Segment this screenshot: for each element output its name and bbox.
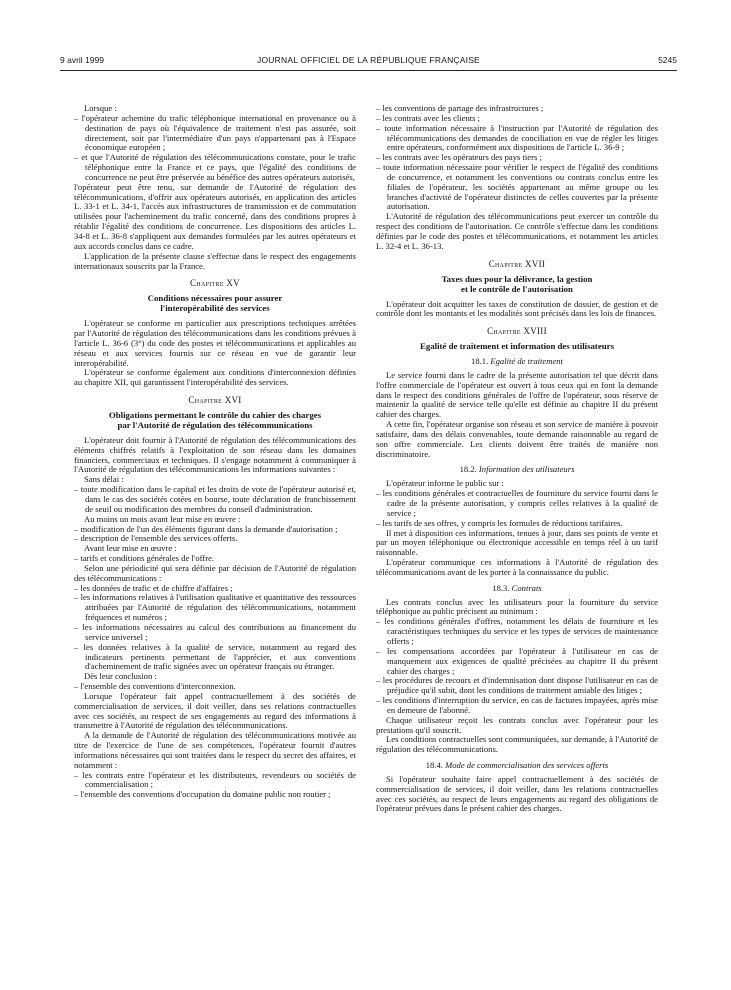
list-item: – les informations relatives à l'utilisation qualitative et quantitative des ressources attribuées par l'Autorité de régulation des télécommunications, notamment fréquences et numéros ; xyxy=(74,592,356,623)
paragraph: Lorsque l'opérateur fait appel contractuellement à des sociétés de commercialisation de services, il doit veiller, dans ses relations contractuelles avec ces sociétés, au respect de ses engagements au regard des informations à transmettre à l'Autorité de régulation des télécommunications. xyxy=(74,690,356,731)
list-item: – toute information nécessaire à l'instruction par l'Autorité de régulation des télécommunications des demandes de conciliation en vue de régler les litiges entre opérateurs, conformément aux dispositions de l'article L. 36-9 ; xyxy=(376,122,658,153)
list-item: – les tarifs de ses offres, y compris les formules de réductions tarifaires. xyxy=(376,517,623,528)
chapter-heading: Chapitre XVI xyxy=(188,395,242,406)
list-item: – l'ensemble des conventions d'occupation du domaine public non routier ; xyxy=(74,789,331,800)
paragraph: Si l'opérateur souhaite faire appel contractuellement à des sociétés de commercialisation de services, il doit veiller, dans les relations contractuelles avec ces sociétés, au respect de leurs engagements au regard des obligations de l'opérateur prévues dans le présent cahier des charges. xyxy=(376,773,658,814)
list-item: – l'opérateur achemine du trafic téléphonique international en provenance ou à destination de pays où l'équivalence de traitement n'est pas assurée, soit directement, soit par l'intermédiaire d'un pays n'appartenant pas à l'Espace économique européen ; xyxy=(74,112,356,153)
section-title: Information des utilisateurs xyxy=(478,464,575,475)
chapter-title: Egalité de traitement et information des utilisateurs xyxy=(420,341,614,352)
chapter-heading: Chapitre XVII xyxy=(488,258,546,269)
chapter-title xyxy=(376,274,658,294)
chapter-heading: Chapitre XVIII xyxy=(487,326,547,337)
chapter-title xyxy=(74,410,356,430)
section-number: 18.1. xyxy=(471,356,489,367)
chapter-title-line: Obligations permettant le contrôle du cahier des charges xyxy=(108,409,322,420)
section-heading xyxy=(376,761,658,771)
chapter-title xyxy=(74,293,356,313)
paragraph: Selon une périodicité qui sera définie par décision de l'Autorité de régulation des télécommunications : xyxy=(74,562,356,583)
paragraph: Chaque utilisateur reçoit les contrats conclus avec l'opérateur pour les prestations qu'il souscrit. xyxy=(376,714,658,735)
list-item: – toute information nécessaire pour vérifier le respect de l'égalité des conditions de concurrence, et notamment les conventions ou contrats conclus entre les filiales de l'opérateur, les sociétés appartenant au même groupe ou les branches d'activité de l'opérateur distinctes de celles couvertes par la présente autorisation. xyxy=(376,162,658,212)
paragraph: Dès leur conclusion : xyxy=(84,671,157,682)
list-item: – les données de trafic et de chiffre d'affaires ; xyxy=(74,582,233,593)
paragraph: Il met à disposition ces informations, tenues à jour, dans ses points de vente et par un moyen téléphonique ou électronique accessible en temps réel à un tarif raisonnable. xyxy=(376,527,658,558)
paragraph: L'Autorité de régulation des télécommunications peut exercer un contrôle du respect des conditions de l'autorisation. Ce contrôle s'effectue dans les conditions définies par le code des postes et télécommunications, et notamment les articles L. 32-4 et L. 36-13. xyxy=(376,211,658,251)
paragraph: L'opérateur doit acquitter les taxes de constitution de dossier, de gestion et de contrôle dont les montants et les modalités sont précisés dans les lois de finances. xyxy=(376,298,658,319)
chapter-title-line: l'interopérabilité des services xyxy=(160,303,270,314)
list-item: – les données relatives à la qualité de service, notamment au regard des indicateurs pertinents permettant de l'apprécier, et aux conventions d'acheminement de trafic signées avec un opérateur français ou étranger. xyxy=(74,641,356,672)
list-item: – tarifs et conditions générales de l'offre. xyxy=(74,553,215,564)
list-item: – les conditions générales d'offres, notamment les délais de fourniture et les caractéristiques techniques du service et les types de services de maintenance offerts ; xyxy=(376,616,658,646)
left-column xyxy=(74,104,356,800)
list-item: – modification de l'un des éléments figurant dans la demande d'autorisation ; xyxy=(74,523,338,534)
paragraph: L'opérateur informe le public sur : xyxy=(386,478,504,489)
chapter-title-line: par l'Autorité de régulation des télécommunications xyxy=(117,419,313,430)
list-item: – toute modification dans le capital et les droits de vote de l'opérateur autorisé et, dans le cas des sociétés cotées en bourse, toute déclaration de franchissement de seuil ou modification des membres du conseil d'administration. xyxy=(74,484,356,514)
section-number: 18.3. xyxy=(492,582,510,593)
paragraph: Au moins un mois avant leur mise en œuvre : xyxy=(84,513,241,524)
paragraph: L'opérateur se conforme en particulier aux prescriptions techniques arrêtées par l'Autorité de régulation des télécommunications dans les conditions prévues à l'article L. 36-6 (3°) du code des postes et télécommunications et applicables au réseau et aux services fournis sur ce réseau en vue de garantir leur interopérabilité. xyxy=(74,318,356,368)
list-item: – les conditions générales et contractuelles de fourniture du service fourni dans le cadre de la présente autorisation, y compris celles relatives à la qualité de service ; xyxy=(376,488,658,518)
list-item: – les contrats avec les opérateurs des pays tiers ; xyxy=(376,152,542,163)
paragraph: L'application de la présente clause s'effectue dans le respect des engagements internationaux souscrits par la France. xyxy=(74,250,356,271)
list-item: – les informations nécessaires au calcul des contributions au financement du service universel ; xyxy=(74,621,356,642)
section-heading xyxy=(376,465,658,475)
header-page-number: 5245 xyxy=(658,55,677,65)
list-item: – les compensations accordées par l'opérateur à l'utilisateur en cas de manquement aux exigences de qualité précisées au chapitre II du présent cahier des charges ; xyxy=(376,645,658,676)
paragraph: Les conditions contractuelles sont communiquées, sur demande, à l'Autorité de régulation des télécommunications. xyxy=(376,734,658,755)
list-item: – l'ensemble des conventions d'interconnexion. xyxy=(74,681,236,692)
header-journal-title: JOURNAL OFFICIEL DE LA RÉPUBLIQUE FRANÇAISE xyxy=(257,55,480,65)
paragraph: L'opérateur doit fournir à l'Autorité de régulation des télécommunications des éléments chiffrés relatifs à l'exploitation de son réseau dans les domaines financiers, commerciaux et techniques. Il s'engage notamment à communiquer à l'Autorité de régulation des télécommunications les informations suivantes : xyxy=(74,434,356,475)
header-rule xyxy=(60,70,677,71)
paragraph: L'opérateur communique ces informations à l'Autorité de régulation des télécommunications avant de les porter à la connaissance du public. xyxy=(376,557,658,577)
chapter-title-line: Taxes dues pour la délivrance, la gestion xyxy=(441,273,593,284)
section-title: Egalité de traitement xyxy=(490,356,563,367)
paragraph: Sans délai : xyxy=(84,474,124,485)
paragraph: A cette fin, l'opérateur organise son réseau et son service de manière à pouvoir satisfaire, dans des délais convenables, toute demande raisonnable au regard de son offre commerciale. Les clients doivent être traités de manière non discriminatoire. xyxy=(376,419,658,459)
list-item: – les contrats entre l'opérateur et les distributeurs, revendeurs ou sociétés de commercialisation ; xyxy=(74,769,356,790)
section-title: Contrats xyxy=(511,582,542,593)
paragraph: l'opérateur peut être tenu, sur demande de l'Autorité de régulation des télécommunications, d'offrir aux opérateurs autorisés, en application des articles L. 33-1 et L. 34-1, l'accès aux infrastructures de transmission et de commutation utilisées pour l'acheminement du trafic concerné, dans des conditions propres à rétablir l'égalité des conditions de concurrence. Les dispositions des articles L. 34-8 et L. 36-8 s'appliquent aux demandes formulées par les autres opérateurs et aux accords conclus dans ce cadre. xyxy=(74,181,356,251)
page-header xyxy=(60,55,677,71)
chapter-title-line: Conditions nécessaires pour assurer xyxy=(147,293,283,304)
header-date: 9 avril 1999 xyxy=(60,55,104,65)
list-item: – et que l'Autorité de régulation des télécommunications constate, pour le trafic téléphonique entre la France et ce pays, que l'égalité des conditions de concurrence ne peut être préservée au bénéfice des autres opérateurs autorisés, xyxy=(74,152,356,182)
section-number: 18.4. xyxy=(425,760,443,771)
paragraph: Lorsque : xyxy=(84,103,117,113)
list-item: – les conventions de partage des infrastructures ; xyxy=(376,103,544,113)
list-item: – les contrats avec les clients ; xyxy=(376,112,481,123)
section-heading xyxy=(376,357,658,367)
list-item: – description de l'ensemble des services offerts. xyxy=(74,533,238,544)
paragraph: Les contrats conclus avec les utilisateurs pour la fourniture du service téléphonique au public précisent au minimum : xyxy=(376,596,658,617)
paragraph: L'opérateur se conforme également aux conditions d'interconnexion définies au chapitre XII, qui garantissent l'interopérabilité des services. xyxy=(74,367,356,388)
section-title: Mode de commercialisation des services offerts xyxy=(445,760,609,771)
list-item: – les conditions d'interruption du service, en cas de factures impayées, après mise en demeure de l'abonné. xyxy=(376,695,658,715)
right-column xyxy=(376,104,658,814)
paragraph: Le service fourni dans le cadre de la présente autorisation tel que décrit dans l'offre commerciale de l'opérateur est ouvert à tous ceux qui en font la demande dans le respect des conditions générales de l'offre de l'opérateur, sous réserve de maintenir la qualité de service telle qu'elle est définie au chapitre II du présent cahier des charges. xyxy=(376,369,658,420)
paragraph: A la demande de l'Autorité de régulation des télécommunications motivée au titre de l'exercice de l'une de ses compétences, l'opérateur fournit d'autres informations nécessaires qui sont traitées dans le respect du secret des affaires, et notamment : xyxy=(74,730,356,770)
chapter-title-line: et le contrôle de l'autorisation xyxy=(461,283,573,294)
paragraph: Avant leur mise en œuvre : xyxy=(84,543,177,554)
list-item: – les procédures de recours et d'indemnisation dont dispose l'utilisateur en cas de préjudice qu'il subit, dont les conditions de traitement amiable des litiges ; xyxy=(376,675,658,696)
chapter-heading: Chapitre XV xyxy=(190,278,240,289)
section-heading xyxy=(376,584,658,594)
section-number: 18.2. xyxy=(459,464,477,475)
